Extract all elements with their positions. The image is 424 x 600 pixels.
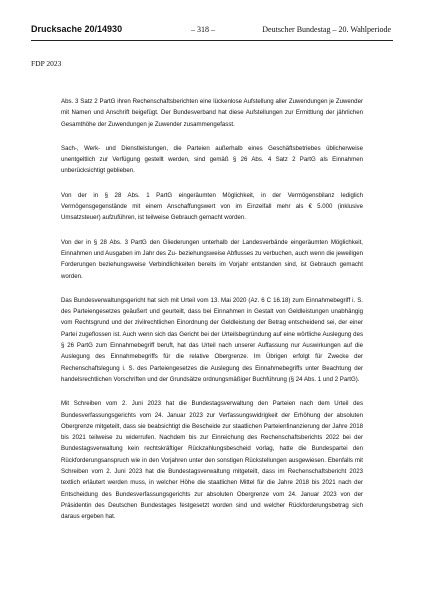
paragraph: Abs. 3 Satz 2 PartG ihren Rechenschaftsberichten eine lückenlose Aufstellung aller Zuwendungen je Zuwender mit Namen und Anschrift beigefügt. Der Bundesverband hat diese Aufstellungen zur Ermittlung der jährlichen Gesamthöhe der Zuwendungen je Zuwender zusammengefasst. <box>61 98 363 128</box>
paragraph: Von der in § 28 Abs. 1 PartG eingeräumten Möglichkeit, in der Vermögensbilanz lediglich Vermögensgegenstände mit einem Anschaffungswert von im Einzelfall mehr als € 5.000 (inklusive Umsatzsteuer) aufzuführen, ist teilweise Gebrauch gemacht worden. <box>61 191 363 222</box>
paragraph: Mit Schreiben vom 2. Juni 2023 hat die Bundestagsverwaltung den Parteien nach dem Urteil des Bundesverfassungsgerichts vom 24. Januar 2023 zur Verfassungswidrigkeit der Erhöhung der absoluten Obergrenze mitgeteilt, dass sie beabsichtigt die Bescheide zur staatlichen Parteienfinanzierung der Jahre 2018 bis 2021 teilweise zu widerrufen. Nachdem bis zur Einreichung des Rechenschaftsberichts 2022 bei der Bundestagsverwaltung kein rechtskräftiger Rückzahlungsbescheid vorlag, hatte die Bundespartei den Rückforderungsanspruch wie in den Vorjahren unter den sonstigen Rückstellungen ausgewiesen. Ebenfalls mit Schreiben vom 2. Juni 2023 hat die Bundestagsverwaltung mitgeteilt, dass im Rechenschaftsbericht 2023 textlich erläutert werden muss, in welcher Höhe die staatlichen Mittel für die Jahre 2018 bis 2021 nach der Entscheidung des Bundesverfassungsgerichts zur absoluten Obergrenze vom 24. Januar 2023 von der Präsidentin des Deutschen Bundestages festgesetzt worden sind und welcher Rückforderungsbetrag sich daraus ergeben hat. <box>61 400 363 521</box>
page-number: – 318 – <box>191 25 215 34</box>
drucksache-number: Drucksache 20/14930 <box>31 24 123 34</box>
paragraph: Von der in § 28 Abs. 3 PartG den Gliederungen unterhalb der Landesverbände eingeräumten Möglichkeit, Einnahmen und Ausgaben im Jahr des Zu- beziehungsweise Abflusses zu verbuchen, auch wenn die jeweiligen Forderungen beziehungsweise Verbindlichkeiten bereits im Vorjahr entstanden sind, ist Gebrauch gemacht worden. <box>61 238 363 280</box>
paragraph: Das Bundesverwaltungsgericht hat sich mit Urteil vom 13. Mai 2020 (Az. 6 C 16.18) zum Einnahmebegriff i. S. des Parteiengesetzes geäußert und geurteilt, dass bei Einnahmen in Gestalt von Geldleistungen unabhängig vom Rechtsgrund und der zivilrechtlichen Einordnung der Geldleistung der Betrag entscheidend sei, der einer Partei zugeflossen ist. Auch wenn sich das Gericht bei der Urteilsbegründung auf eine wörtliche Auslegung des § 26 PartG zum Einnahmebegriff beruft, hat das Urteil nach unserer Auffassung nur Auswirkungen auf die Auslegung des Einnahmebegriffs für die relative Obergrenze. Im Übrigen erfolgt für Zwecke der Rechenschaftslegung i. S. des Parteiengesetzes die Auslegung des Einnahmebegriffs unter Beachtung der handelsrechtlichen Vorschriften und der Grundsätze ordnungsmäßiger Buchführung (§ 24 Abs. 1 und 2 PartG). <box>61 296 363 383</box>
paragraph: Sach-, Werk- und Dienstleistungen, die Parteien außerhalb eines Geschäftsbetriebes üblicherweise unentgeltlich zur Verfügung gestellt werden, sind gemäß § 26 Abs. 4 Satz 2 PartG als Einnahmen unberücksichtigt geblieben. <box>61 144 363 175</box>
bundestag-period: Deutscher Bundestag – 20. Wahlperiode <box>262 25 391 34</box>
party-heading: FDP 2023 <box>31 59 62 68</box>
page-header <box>31 24 391 38</box>
header-rule <box>31 40 393 41</box>
body-text <box>61 96 363 536</box>
